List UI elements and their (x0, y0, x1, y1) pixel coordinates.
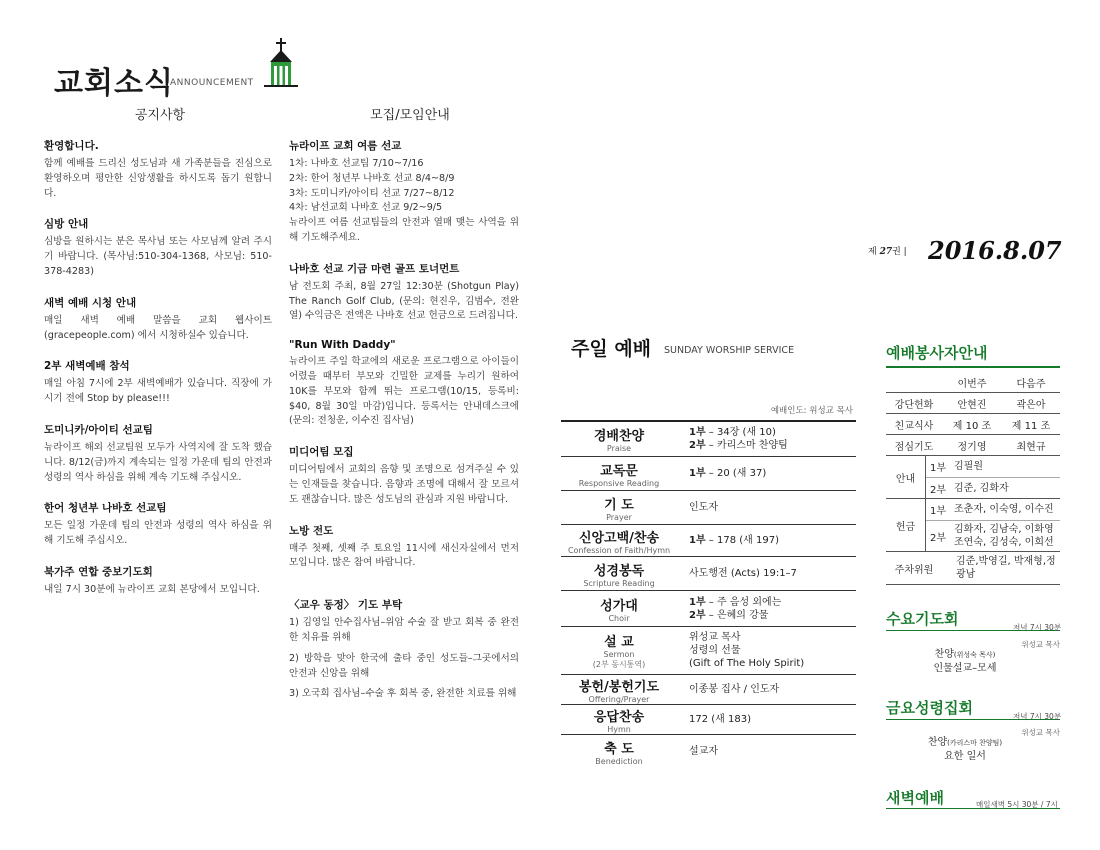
worship-item-name (561, 425, 677, 453)
notice-title: 심방 안내 (44, 218, 89, 231)
worship-item-english: Prayer (606, 512, 632, 522)
detail-text: 이종봉 집사 / 인도자 (689, 684, 780, 695)
dawn-time: 매일새벽 5시 30분 / 7시 (976, 800, 1058, 809)
message-title: 인물설교–모세 (933, 663, 997, 674)
this-week-cell: 제 10 조 (952, 420, 992, 432)
worship-order-row (561, 626, 856, 674)
worship-item-name (561, 595, 677, 623)
friday-time: 저녁 7시 30분 (1013, 712, 1062, 721)
worship-item-english: Sermon (603, 650, 635, 659)
notice-title: 환영합니다. (44, 140, 99, 152)
worship-order-row (561, 674, 856, 704)
offering-row (926, 520, 1060, 551)
detail-text: (Gift of The Holy Spirit) (689, 658, 805, 669)
usher-row (926, 456, 1060, 477)
notice-item (44, 358, 272, 407)
detail-text: 위성교 목사 (689, 632, 741, 643)
usher-row (926, 477, 1060, 498)
detail-line (689, 501, 856, 514)
worship-order-row (561, 456, 856, 490)
friday-service-title: 금요성령집회 (886, 699, 973, 717)
worship-item-english: Choir (608, 613, 630, 623)
notice-item (44, 422, 272, 485)
detail-text: – 34장 (새 10) (705, 427, 776, 438)
sunday-worship-subtitle: SUNDAY WORSHIP SERVICE (664, 345, 795, 356)
role-cell: 친교식사 (894, 420, 934, 432)
detail-text: 사도행전 (Acts) 19:1–7 (689, 568, 797, 579)
worship-order-row (561, 490, 856, 524)
praise-note: (위성숙 목사) (953, 651, 996, 659)
detail-text: – 주 음성 외에는 (705, 596, 782, 608)
offering-group (886, 499, 1060, 552)
recruit-item (289, 523, 519, 572)
offering-names: 김화자, 김남숙, 이화영 조연숙, 김성숙, 이희선 (954, 524, 1054, 548)
worship-order-row (561, 704, 856, 734)
usher-label: 안내 (886, 456, 926, 498)
schedule-line: 3차: 도미니카/아이티 선교 7/27~8/12 (289, 187, 455, 199)
worship-item-detail (677, 467, 856, 480)
schedule-line: 2차: 한어 청년부 나바호 선교 8/4~8/9 (289, 172, 455, 184)
servants-divider (886, 366, 1060, 368)
worship-item-name (561, 494, 677, 522)
notice-item (44, 500, 272, 549)
page-title: 교회소식 (54, 66, 174, 101)
recruit-item (289, 444, 519, 507)
servants-header-row (886, 372, 1060, 393)
usher-names: 김준, 김화자 (954, 482, 1009, 494)
service-number: 1부 (689, 427, 706, 438)
notice-body: 심방을 원하시는 분은 목사님 또는 사모님께 알려 주시기 바랍니다. (목사님:510-304-1368, 사모님: 510-378-4283) (44, 236, 272, 277)
worship-item-korean: 교독문 (600, 463, 638, 479)
worship-item-korean: 응답찬송 (593, 709, 645, 725)
worship-item-korean: 설 교 (604, 635, 634, 650)
recruit-body (289, 157, 519, 246)
praise-note: (카리스마 찬양팀) (947, 739, 1003, 747)
page-subtitle: ANNOUNCEMENT (170, 78, 254, 88)
offering-names: 조춘자, 이숙영, 이수진 (954, 504, 1054, 515)
issue-volume (868, 244, 907, 257)
detail-text: 172 (새 183) (689, 714, 751, 725)
recruit-item (289, 339, 519, 429)
recruit-title: 뉴라이프 교회 여름 선교 (289, 140, 402, 152)
recruit-body-text: 뉴라이프 여름 선교팀들의 안전과 열매 맺는 사역을 위해 기도해주세요. (289, 217, 519, 243)
service-number: 1부 (689, 468, 706, 479)
worship-order-row (561, 420, 856, 456)
recruit-body: 미디어팀에서 교회의 음향 및 조명으로 섬겨주실 수 있는 인재들을 찾습니다. 음향과 조명에 대해서 잘 모르셔도 괜찮습니다. 많은 성도님의 관심과 지원 바랍니다. (289, 464, 519, 505)
worship-item-name (561, 706, 677, 734)
worship-item-name (561, 676, 677, 704)
recruit-heading: 모집/모임안내 (370, 108, 450, 123)
worship-order-row (561, 524, 856, 556)
worship-item-detail (677, 596, 856, 622)
service-number: 1부 (689, 596, 706, 608)
this-week-cell: 정기영 (957, 441, 987, 453)
detail-line (689, 534, 856, 547)
recruit-item (289, 261, 519, 324)
praise-label: 찬양 (934, 649, 954, 660)
worship-item-korean: 봉헌/봉헌기도 (578, 679, 660, 695)
notice-title: 한어 청년부 나바호 선교팀 (44, 502, 167, 515)
header-cell: 다음주 (1016, 378, 1046, 390)
worship-item-english: Hymn (607, 724, 631, 734)
issue-suffix: 권 | (892, 247, 907, 257)
notice-item (44, 216, 272, 279)
service-number: 1부 (689, 535, 706, 546)
worship-item-name (561, 738, 677, 766)
detail-text: 인도자 (689, 502, 718, 513)
notice-title: 새벽 예배 시청 안내 (44, 296, 137, 309)
notice-body: 매일 새벽 예배 말씀을 교회 웹사이트 (gracepeople.com) 에서 시청하실수 있습니다. (44, 314, 272, 341)
recruit-title: 노방 전도 (289, 524, 334, 537)
recruit-title: 〈교우 동정〉 기도 부탁 (289, 599, 403, 612)
message-title: 요한 일서 (944, 751, 986, 762)
issue-prefix: 제 (868, 247, 877, 257)
worship-item-korean: 기 도 (604, 497, 634, 513)
worship-leader: 예배인도: 위성교 목사 (770, 406, 853, 416)
servants-row (886, 435, 1060, 456)
issue-number: 27 (879, 247, 893, 257)
wednesday-service-title: 수요기도회 (886, 610, 959, 628)
worship-item-detail (677, 631, 856, 670)
next-week-cell: 곽은아 (1016, 399, 1046, 411)
detail-line (689, 657, 856, 670)
friday-program (905, 736, 1025, 764)
notice-body: 함께 예배를 드리신 성도님과 새 가족분들을 진심으로 환영하오며 평안한 신앙생활을 하시도록 돕기 원합니다. (44, 158, 272, 199)
header-cell: 이번주 (957, 378, 987, 390)
service-label: 2부 (929, 532, 947, 544)
recruit-item (289, 138, 519, 246)
worship-item-note: (2부 동시통역) (592, 660, 646, 669)
prayer-item: 2) 방학을 맞아 한국에 출타 중인 성도들–그곳에서의 안전과 신앙을 위해 (289, 652, 519, 679)
worship-item-english: Responsive Reading (578, 478, 660, 488)
worship-item-detail (677, 567, 856, 580)
next-week-cell: 제 11 조 (1011, 420, 1051, 432)
parking-label: 주차위원 (894, 564, 934, 576)
worship-item-detail (677, 683, 856, 696)
notice-title: 2부 새벽예배 참석 (44, 360, 130, 373)
notice-title: 도미니카/아이티 선교팀 (44, 423, 153, 436)
recruit-body: 뉴라이프 주일 학교에의 새로운 프로그램으로 아이들이 어렸을 때부터 부모와 긴밀한 교제를 누리기 원하여 10K를 부모와 함께 뛰는 프로그램(10/15, 등록비: $40, 8월 30일 마감)입니다. 등록서는 안내데스크에 (문의: 전청운, 이수진 집사님) (289, 356, 519, 427)
offering-label: 헌금 (886, 499, 926, 551)
notice-title: 북가주 연합 중보기도회 (44, 565, 153, 578)
next-week-cell: 최현규 (1016, 441, 1046, 453)
schedule-line: 4차: 남선교회 나바호 선교 9/2~9/5 (289, 202, 443, 214)
service-label: 1부 (929, 463, 947, 474)
recruit-body: 매주 첫째, 셋째 주 토요일 11시에 새신자실에서 먼저 모입니다. 많은 참여 바랍니다. (289, 542, 519, 569)
offering-row (926, 499, 1060, 520)
prayer-item: 3) 오국희 집사님–수술 후 회복 중, 완전한 치료를 위해 (289, 688, 517, 700)
wednesday-leader: 위성교 목사 (1021, 640, 1060, 649)
worship-item-korean: 경배찬양 (593, 429, 645, 444)
role-cell: 점심기도 (894, 441, 934, 453)
worship-order-row (561, 590, 856, 626)
worship-item-detail (677, 713, 856, 726)
worship-item-english: Praise (606, 444, 632, 453)
service-label: 2부 (929, 484, 947, 496)
recruit-item (289, 597, 519, 702)
praise-label: 찬양 (927, 737, 948, 748)
service-number: 2부 (689, 609, 706, 621)
worship-item-name (561, 631, 677, 670)
worship-item-name (561, 460, 677, 488)
worship-item-english: Scripture Reading (583, 578, 655, 588)
wednesday-program (905, 648, 1025, 676)
detail-line (689, 631, 856, 644)
detail-text: 성령의 선물 (689, 645, 741, 656)
church-icon (262, 36, 300, 88)
sunday-worship-title: 주일 예배 (571, 338, 652, 360)
detail-text: – 카리스마 찬양팀 (705, 440, 788, 451)
detail-line (689, 713, 856, 726)
recruit-title: 미디어팀 모집 (289, 446, 354, 459)
dawn-service-title: 새벽예배 (886, 789, 944, 807)
detail-text: 설교자 (689, 746, 718, 757)
worship-item-detail (677, 745, 856, 758)
friday-leader: 위성교 목사 (1021, 728, 1060, 737)
usher-names: 김필원 (954, 461, 983, 472)
detail-line (689, 609, 856, 622)
detail-line (689, 596, 856, 609)
wednesday-time: 저녁 7시 30분 (1013, 623, 1062, 632)
detail-text: – 은혜의 강물 (705, 609, 769, 621)
notice-body: 매일 아침 7시에 2부 새벽예배가 있습니다. 직장에 가시기 전에 Stop by please!!! (44, 378, 272, 405)
notice-body: 모든 일정 가운데 팀의 안전과 성령의 역사 하심을 위해 기도해 주십시오. (44, 520, 272, 547)
worship-order-table (561, 420, 856, 768)
recruit-title: "Run With Daddy" (289, 339, 396, 352)
detail-text: – 178 (새 197) (705, 535, 779, 546)
service-number: 2부 (689, 440, 706, 451)
worship-item-english: Confession of Faith/Hymn (567, 545, 671, 555)
prayer-item: 1) 김영일 안수집사님–위암 수술 잘 받고 회복 중 완전한 치유를 위해 (289, 617, 519, 643)
role-cell: 강단헌화 (894, 399, 934, 411)
worship-item-korean: 신앙고백/찬송 (578, 530, 660, 546)
worship-item-name (561, 560, 677, 588)
servants-row (886, 414, 1060, 435)
recruit-title: 나바호 선교 기금 마련 골프 토너먼트 (289, 262, 460, 275)
worship-order-row (561, 734, 856, 768)
notices-heading: 공지사항 (134, 108, 186, 123)
schedule-line: 1차: 나바호 선교팀 7/10~7/16 (289, 158, 424, 169)
usher-group (886, 456, 1060, 499)
notice-body: 뉴라이프 해외 선교팀원 모두가 사역지에 잘 도착 했습니다. 8/12(금)까지 계속되는 일정 가운데 팀의 안전과 성령의 역사 하심을 위해 계속 기도해 주십시오. (44, 441, 272, 483)
worship-order-row (561, 556, 856, 590)
detail-line (689, 567, 856, 580)
servants-title: 예배봉사자안내 (886, 344, 988, 362)
worship-item-korean: 성가대 (600, 598, 638, 614)
worship-item-english: Offering/Prayer (588, 694, 650, 704)
issue-date: 2016.8.07 (928, 236, 1062, 265)
notice-item (44, 138, 272, 201)
worship-item-detail (677, 534, 856, 547)
detail-line (689, 439, 856, 452)
worship-item-detail (677, 426, 856, 452)
detail-line (689, 683, 856, 696)
worship-item-english: Benediction (595, 756, 643, 766)
servants-table (886, 372, 1060, 585)
notices-column (44, 138, 272, 613)
parking-names: 김준,박영길, 박재형,정광남 (956, 556, 1056, 580)
service-label: 1부 (929, 506, 947, 517)
notice-item (44, 295, 272, 344)
detail-line (689, 426, 856, 439)
notice-body: 내일 7시 30분에 뉴라이프 교회 본당에서 모입니다. (44, 583, 260, 595)
detail-line (689, 467, 856, 480)
worship-item-korean: 축 도 (604, 741, 634, 757)
detail-line (689, 644, 856, 657)
detail-line (689, 745, 856, 758)
recruit-body: 남 전도회 주최, 8월 27일 12:30분 (Shotgun Play) The Ranch Golf Club, (문의: 현진우, 김범수, 전완열) 수익금은 전액은 나바호 선교 헌금으로 드려집니다. (289, 280, 519, 322)
worship-item-name (561, 527, 677, 555)
worship-item-detail (677, 501, 856, 514)
recruit-column (289, 138, 519, 717)
this-week-cell: 안현진 (957, 399, 987, 411)
servants-row (886, 393, 1060, 414)
notice-item (44, 564, 272, 598)
parking-row (886, 552, 1060, 585)
prayer-list (289, 616, 519, 702)
worship-item-korean: 성경봉독 (593, 563, 645, 579)
detail-text: – 20 (새 37) (705, 468, 767, 479)
